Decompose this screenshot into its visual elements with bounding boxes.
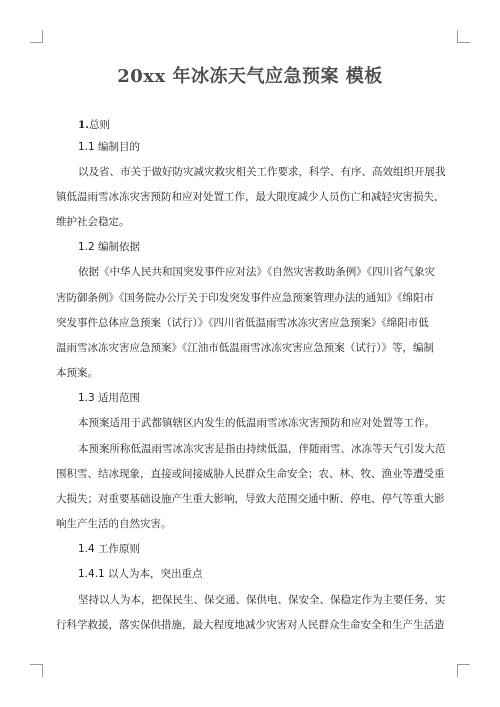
paragraph-line: 大损失；对重要基础设施产生重大影响，导致大范围交通中断、停电、停气等重大影 — [56, 493, 445, 505]
paragraph-line: 行科学救援，落实保供措施，最大程度地减少灾害对人民群众生命安全和生产生活造 — [56, 619, 445, 631]
paragraph-line: 维护社会稳定。 — [56, 216, 130, 228]
paragraph-line: 依据《中华人民共和国突发事件应对法》《自然灾害救助条例》《四川省气象灾 — [78, 266, 435, 278]
paragraph-line: 响生产生活的自然灾害。 — [56, 518, 172, 530]
crop-mark-top-right — [457, 30, 470, 43]
section-number: 1. — [78, 119, 89, 131]
paragraph-line: 害防御条例》《国务院办公厅关于印发突发事件应急预案管理办法的通知》《绵阳市 — [56, 292, 434, 304]
paragraph-line: 以及省、市关于做好防灾减灾救灾相关工作要求，科学、有序、高效组织开展我 — [78, 166, 446, 178]
subsection-heading-1-4-1: 1.4.1 以人为本，突出重点 — [78, 568, 203, 580]
subsection-heading-1-2: 1.2 编制依据 — [78, 241, 141, 253]
section-heading-1 — [78, 118, 110, 132]
paragraph-line: 围积雪、结冰现象，直接或间接威胁人民群众生命安全；农、林、牧、渔业等遭受重 — [56, 468, 445, 480]
paragraph-line: 温雨雪冰冻灾害应急预案》《江油市低温雨雪冰冻灾害应急预案（试行）》等，编制 — [56, 342, 434, 354]
subsection-heading-1-1: 1.1 编制目的 — [78, 141, 141, 153]
paragraph-line: 本预案适用于武都镇辖区内发生的低温雨雪冰冻灾害预防和应对处置等工作。 — [78, 417, 435, 429]
subsection-heading-1-3: 1.3 适用范围 — [78, 392, 141, 404]
crop-mark-top-left — [30, 30, 43, 43]
paragraph-line: 本预案所称低温雨雪冰冻灾害是指由持续低温，伴随雨雪、冰冻等天气引发大范 — [78, 443, 446, 455]
paragraph-line: 本预案。 — [56, 367, 98, 379]
paragraph-line: 镇低温雨雪冰冻灾害预防和应对处置工作，最大限度减少人员伤亡和减轻灾害损失， — [56, 191, 445, 203]
crop-mark-bottom-left — [30, 664, 43, 677]
paragraph-line: 坚持以人为本，把保民生、保交通、保供电、保安全、保稳定作为主要任务，实 — [78, 594, 446, 606]
section-label: 总则 — [88, 119, 110, 131]
document-title: 20xx 年冰冻天气应急预案 模板 — [117, 66, 383, 87]
paragraph-line: 突发事件总体应急预案（试行）》《四川省低温雨雪冰冻灾害应急预案》《绵阳市低 — [56, 317, 429, 329]
crop-mark-bottom-right — [457, 664, 470, 677]
subsection-heading-1-4: 1.4 工作原则 — [78, 543, 141, 555]
